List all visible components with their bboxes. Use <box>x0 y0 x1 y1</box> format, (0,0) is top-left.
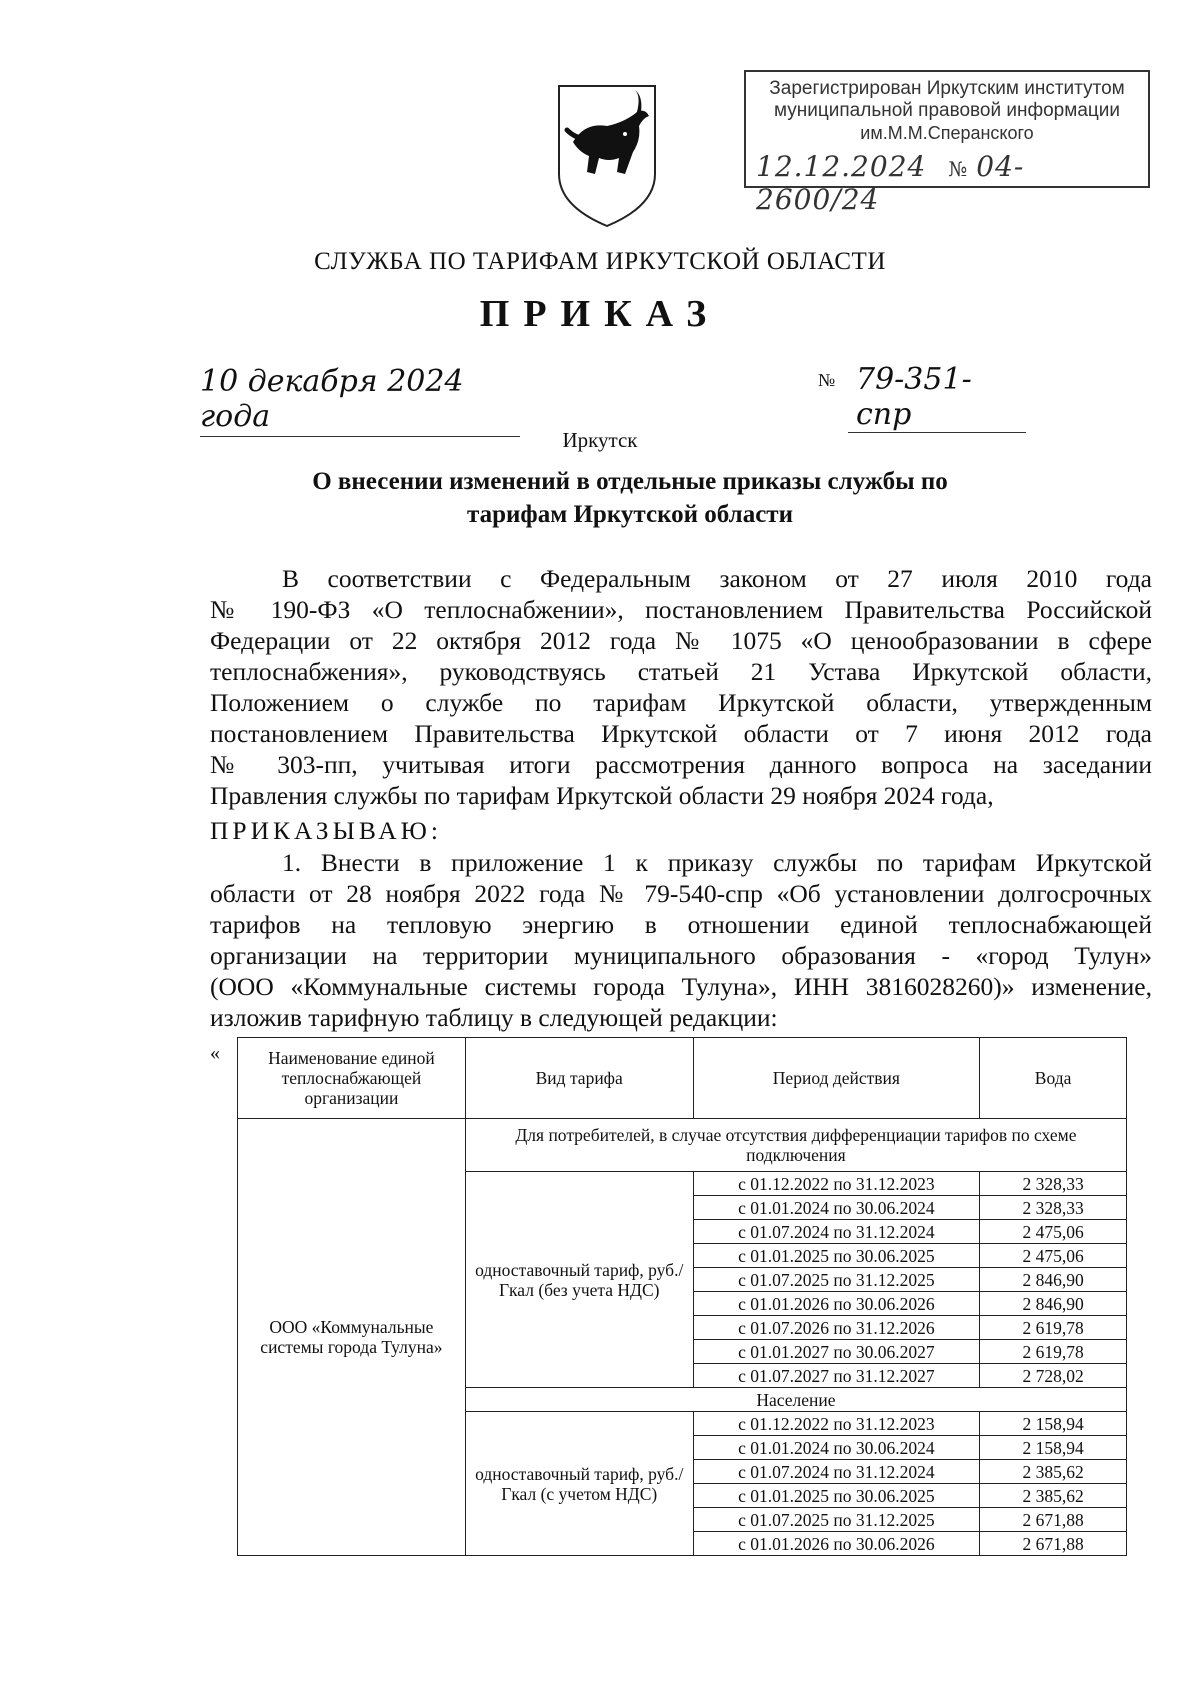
period-cell: с 01.01.2026 по 30.06.2026 <box>693 1292 980 1316</box>
group2-tariff: одноставочный тариф, руб./Гкал (с учетом НДС) <box>465 1412 693 1556</box>
organization-name: СЛУЖБА ПО ТАРИФАМ ИРКУТСКОЙ ОБЛАСТИ <box>314 248 886 275</box>
preamble-line: Положением о службе по тарифам Иркутской области, утвержденным <box>210 688 1152 717</box>
stamp-line-1: Зарегистрирован Иркутским институтом <box>769 78 1125 99</box>
stamp-reg-date: 12.12.2024 <box>756 150 927 183</box>
header-water: Вода <box>980 1038 1127 1119</box>
value-cell: 2 328,33 <box>980 1172 1127 1196</box>
period-cell: с 01.01.2025 по 30.06.2025 <box>693 1244 980 1268</box>
stamp-reg-number: 04-2600/24 <box>756 150 1025 216</box>
item1-line: организации на территории муниципального образования - «город Тулун» <box>210 941 1152 970</box>
value-cell: 2 475,06 <box>980 1220 1127 1244</box>
preamble-line: В соответствии с Федеральным законом от 27 июля 2010 года <box>282 564 1152 593</box>
period-cell: с 01.07.2025 по 31.12.2025 <box>693 1508 980 1532</box>
preamble-line: № 303-пп, учитывая итоги рассмотрения данного вопроса на заседании <box>210 750 1152 779</box>
stamp-line-2: муниципальной правовой информации <box>774 100 1120 121</box>
preamble-line: № 190-ФЗ «О теплоснабжении», постановлением Правительства Российской <box>210 595 1152 624</box>
value-cell: 2 475,06 <box>980 1244 1127 1268</box>
preamble-line: Федерации от 22 октября 2012 года № 1075 «О ценообразовании в сфере <box>210 626 1152 655</box>
value-cell: 2 385,62 <box>980 1460 1127 1484</box>
period-cell: с 01.01.2025 по 30.06.2025 <box>693 1484 980 1508</box>
period-cell: с 01.07.2024 по 31.12.2024 <box>693 1460 980 1484</box>
header-tariff: Вид тарифа <box>465 1038 693 1119</box>
period-cell: с 01.01.2024 по 30.06.2024 <box>693 1436 980 1460</box>
stamp-line-3: им.М.М.Сперанского <box>860 123 1034 143</box>
group1-tariff: одноставочный тариф, руб./Гкал (без учета НДС) <box>465 1172 693 1388</box>
period-cell: с 01.12.2022 по 31.12.2023 <box>693 1172 980 1196</box>
registration-stamp <box>744 70 1150 216</box>
header-period: Период действия <box>693 1038 980 1119</box>
value-cell: 2 671,88 <box>980 1532 1127 1556</box>
document-subject: О внесении изменений в отдельные приказы службы по тарифам Иркутской области <box>312 468 948 528</box>
preamble-line: Правления службы по тарифам Иркутской области 29 ноября 2024 года, <box>210 781 994 810</box>
value-cell: 2 328,33 <box>980 1196 1127 1220</box>
item1-line: 1. Внести в приложение 1 к приказу службы по тарифам Иркутской <box>282 848 1152 877</box>
group-row <box>238 1119 1127 1172</box>
value-cell: 2 728,02 <box>980 1364 1127 1388</box>
table-header-row <box>238 1038 1127 1119</box>
value-cell: 2 619,78 <box>980 1340 1127 1364</box>
number-label: № <box>818 370 836 390</box>
document-number: 79-351-спр <box>848 362 1026 433</box>
document-type: ПРИКАЗ <box>479 293 721 335</box>
value-cell: 2 385,62 <box>980 1484 1127 1508</box>
period-cell: с 01.12.2022 по 31.12.2023 <box>693 1412 980 1436</box>
period-cell: с 01.01.2027 по 30.06.2027 <box>693 1340 980 1364</box>
preamble-line: теплоснабжения», руководствуясь статьей 21 Устава Иркутской области, <box>210 657 1152 686</box>
period-cell: с 01.07.2027 по 31.12.2027 <box>693 1364 980 1388</box>
item1-line: области от 28 ноября 2022 года № 79-540-спр «Об установлении долгосрочных <box>210 879 1152 908</box>
city: Иркутск <box>562 428 638 452</box>
group2-title: Население <box>465 1388 1126 1412</box>
value-cell: 2 158,94 <box>980 1412 1127 1436</box>
period-cell: с 01.01.2026 по 30.06.2026 <box>693 1532 980 1556</box>
preamble-line: постановлением Правительства Иркутской области от 7 июня 2012 года <box>210 719 1152 748</box>
item1-line: изложив тарифную таблицу в следующей редакции: <box>210 1003 778 1032</box>
tariff-table <box>237 1037 1127 1556</box>
open-quote: « <box>210 1042 220 1064</box>
value-cell: 2 671,88 <box>980 1508 1127 1532</box>
period-cell: с 01.07.2025 по 31.12.2025 <box>693 1268 980 1292</box>
item1-line: (ООО «Коммунальные системы города Тулуна», ИНН 3816028260)» изменение, <box>210 972 1152 1001</box>
value-cell: 2 846,90 <box>980 1292 1127 1316</box>
value-cell: 2 158,94 <box>980 1436 1127 1460</box>
order-word: ПРИКАЗЫВАЮ: <box>210 816 442 845</box>
stamp-no-label: № <box>948 157 969 181</box>
coat-of-arms-icon <box>555 82 659 230</box>
period-cell: с 01.07.2026 по 31.12.2026 <box>693 1316 980 1340</box>
stamp-registration <box>756 150 1142 216</box>
period-cell: с 01.01.2024 по 30.06.2024 <box>693 1196 980 1220</box>
document-date: 10 декабря 2024 года <box>200 364 520 437</box>
value-cell: 2 846,90 <box>980 1268 1127 1292</box>
period-cell: с 01.07.2024 по 31.12.2024 <box>693 1220 980 1244</box>
group1-title: Для потребителей, в случае отсутствия дифференциации тарифов по схеме подключения <box>465 1119 1126 1172</box>
org-name-cell: ООО «Коммунальные системы города Тулуна» <box>238 1119 466 1556</box>
header-org: Наименование единой теплоснабжающей организации <box>238 1038 466 1119</box>
item1-line: тарифов на тепловую энергию в отношении единой теплоснабжающей <box>210 910 1152 939</box>
value-cell: 2 619,78 <box>980 1316 1127 1340</box>
